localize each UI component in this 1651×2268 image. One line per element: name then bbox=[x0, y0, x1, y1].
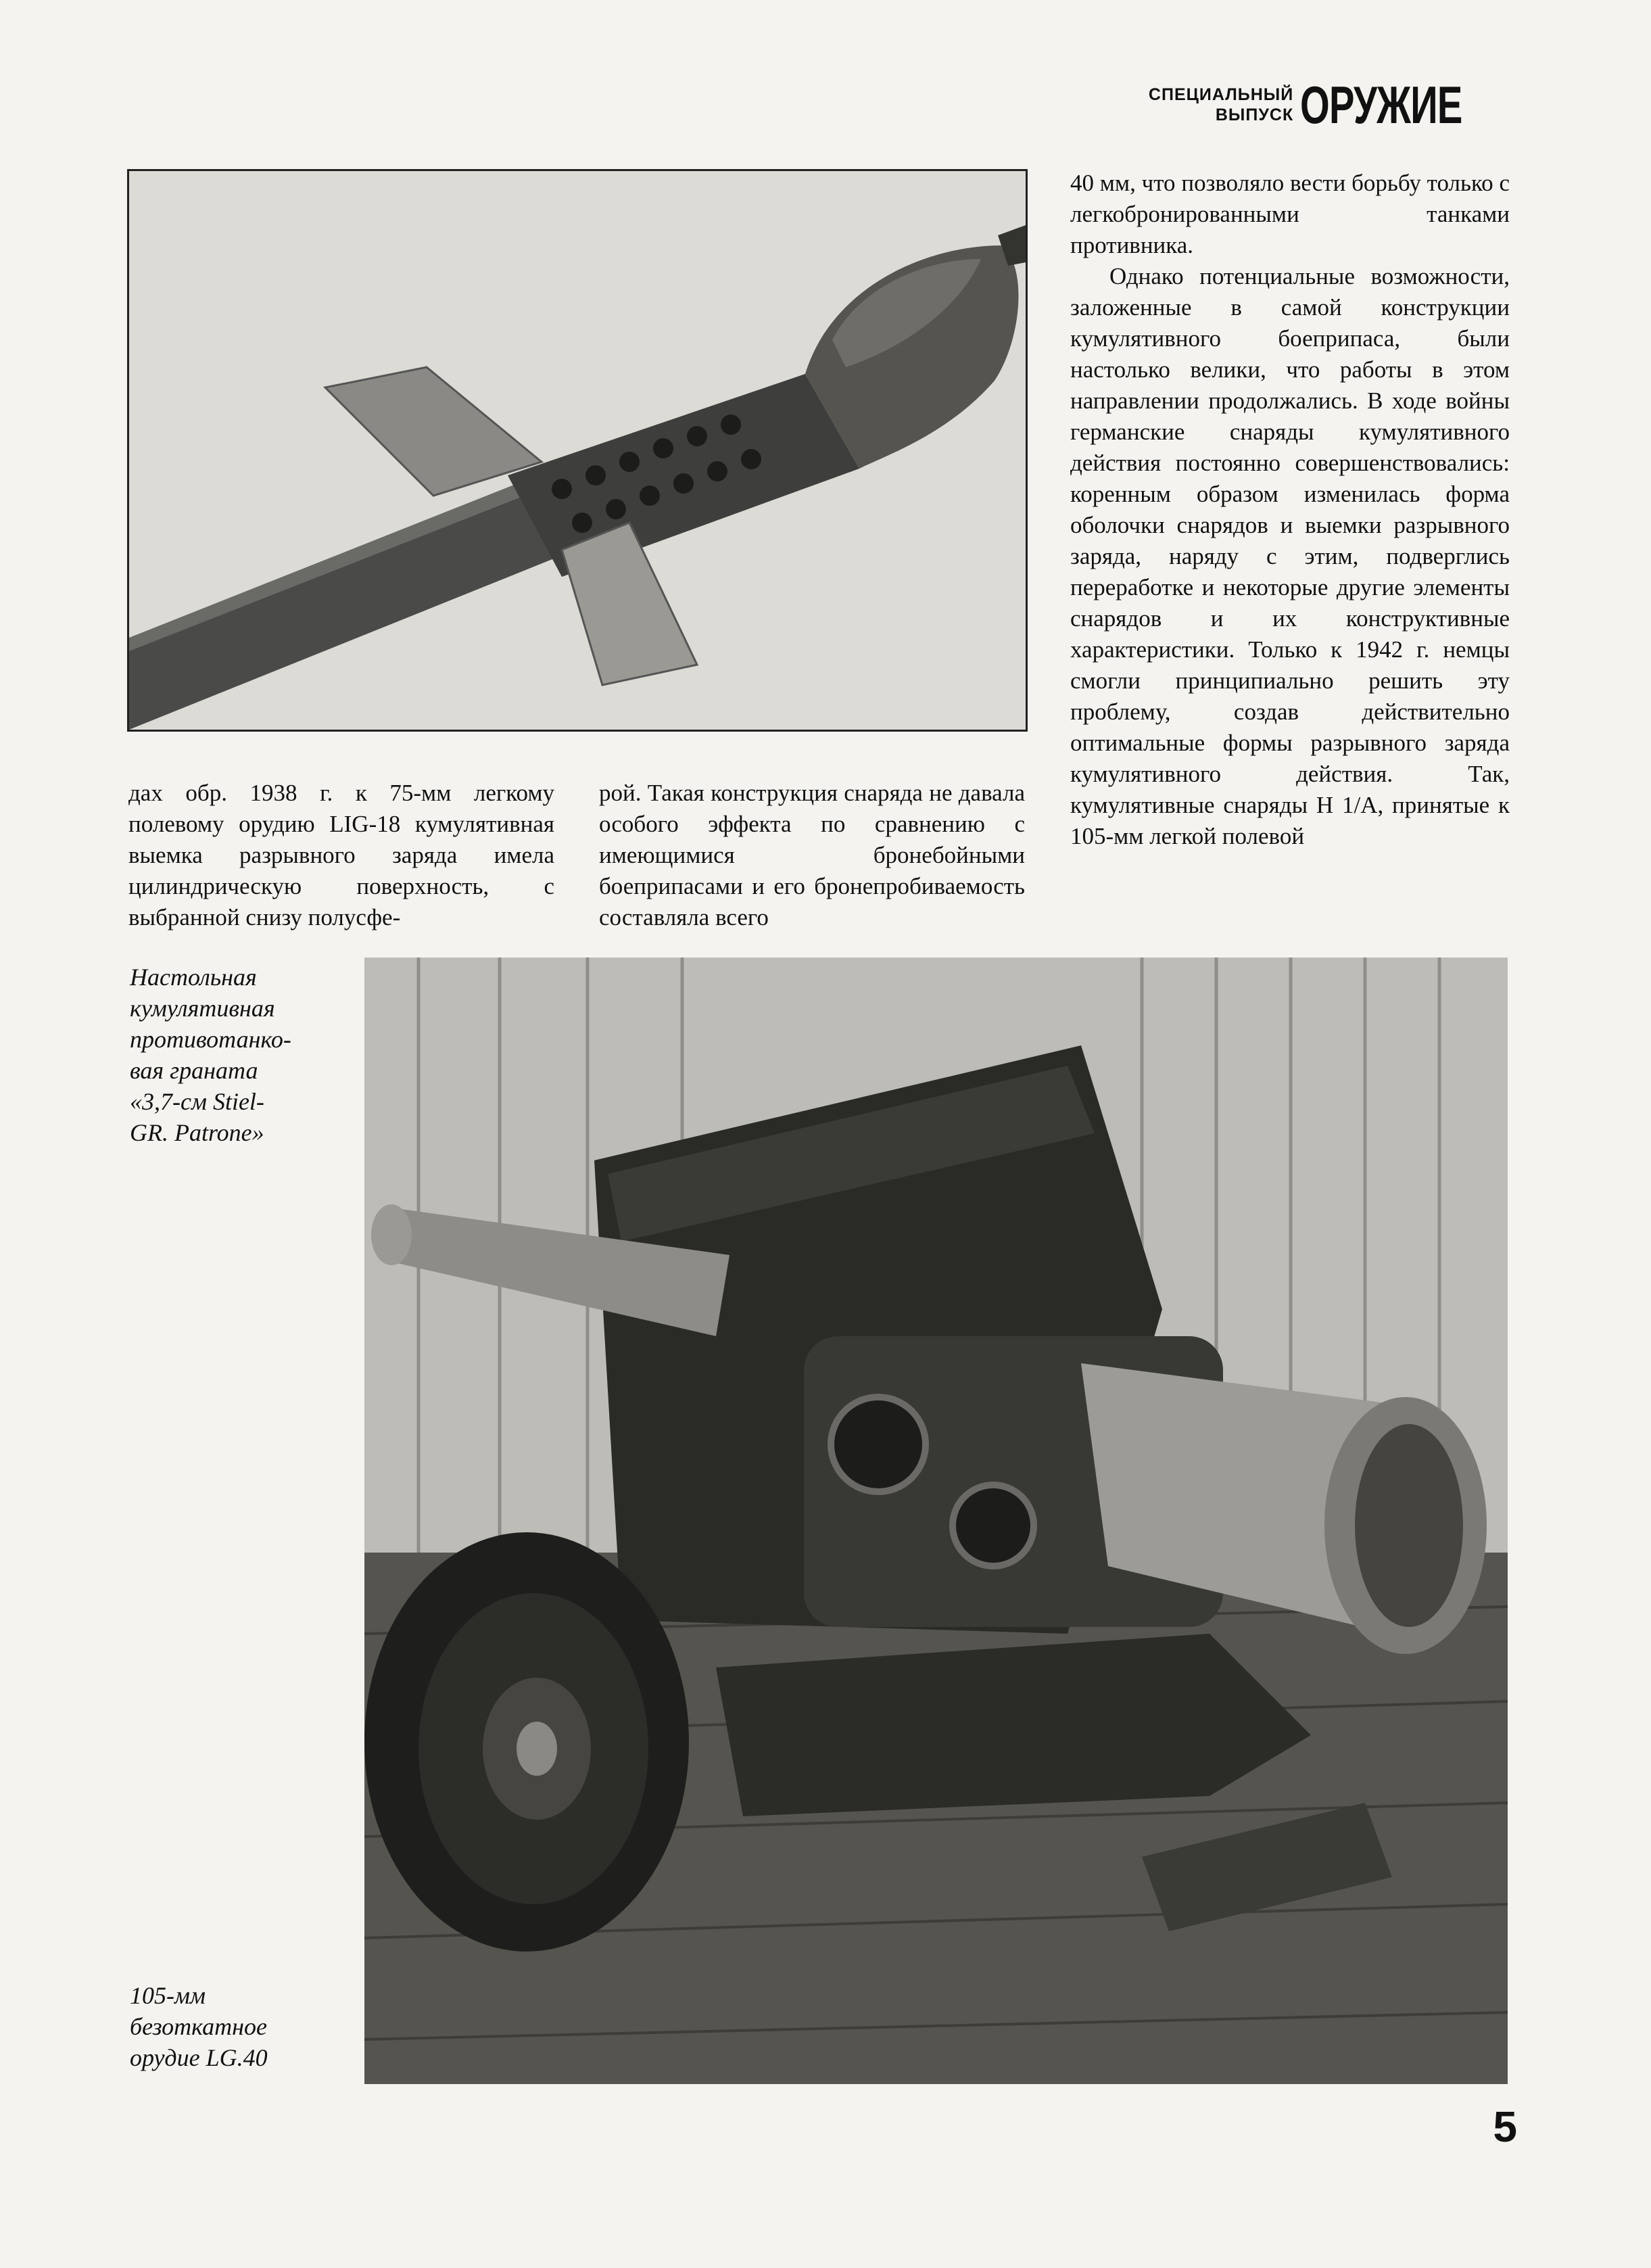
paragraph-middle: рой. Такая конструкция снаряда не давала особого эффекта по сравнению с имеющимися бронебойными боеприпасами и его бронепробиваемость составляла всего bbox=[599, 780, 1025, 930]
grenade-illustration bbox=[129, 171, 1026, 730]
caption-line: безоткатное bbox=[130, 2013, 267, 2040]
caption-line: 105-мм bbox=[130, 1982, 206, 2009]
caption-line: кумулятивная bbox=[130, 995, 275, 1022]
paragraph-2: Однако потенциальные возможности, заложенные в самой конструкции кумулятивного боеприпаса, были настолько велики, что работы в этом направлении продолжались. В ходе войны германские снаряды кумулятивного действия постоянно совершенствовались: коренным образом изменилась форма оболочки снарядов и выемки разрывного заряда, наряду с этим, подверглись переработке и некоторые другие элементы снарядов и их конструктивные характеристики. Только к 1942 г. немцы смогли принципиально решить эту проблему, создав действительно оптимальные формы разрывного заряда кумулятивного действия. Так, кумулятивные снаряды Н 1/А, принятые к 105-мм легкой полевой bbox=[1070, 263, 1510, 849]
caption-line: Настольная bbox=[130, 964, 257, 991]
gun-illustration bbox=[364, 958, 1508, 2084]
special-issue-line1: СПЕЦИАЛЬНЫЙ bbox=[1148, 85, 1294, 104]
caption-line: GR. Patrone» bbox=[130, 1119, 264, 1146]
page-number: 5 bbox=[1493, 2102, 1517, 2151]
paragraph-left: дах обр. 1938 г. к 75-мм легкому полевому орудию LIG-18 кумулятивная выемка разрывного заряда имела цилиндрическую поверхность, с выбранной снизу полусфе- bbox=[128, 780, 554, 930]
caption-line: противотанко- bbox=[130, 1026, 291, 1053]
special-issue-label bbox=[1149, 85, 1293, 125]
masthead bbox=[1149, 74, 1498, 135]
paragraph-1: 40 мм, что позволяло вести борьбу только с легкобронированными танками противника. bbox=[1070, 170, 1510, 258]
grenade-photo bbox=[127, 169, 1028, 732]
gun-caption bbox=[130, 1980, 333, 2073]
caption-line: «3,7-см Stiel- bbox=[130, 1088, 264, 1115]
grenade-caption bbox=[130, 962, 333, 1148]
gun-wheel bbox=[364, 1532, 689, 1952]
magazine-logo: ОРУЖИЕ bbox=[1300, 75, 1462, 135]
caption-line: вая граната bbox=[130, 1057, 258, 1084]
article-column-right bbox=[1070, 168, 1510, 852]
caption-line: орудие LG.40 bbox=[130, 2044, 268, 2071]
article-column-middle bbox=[599, 778, 1025, 933]
article-column-left bbox=[128, 778, 554, 933]
special-issue-line2: ВЫПУСК bbox=[1215, 105, 1294, 124]
recoilless-gun-photo bbox=[364, 958, 1508, 2084]
